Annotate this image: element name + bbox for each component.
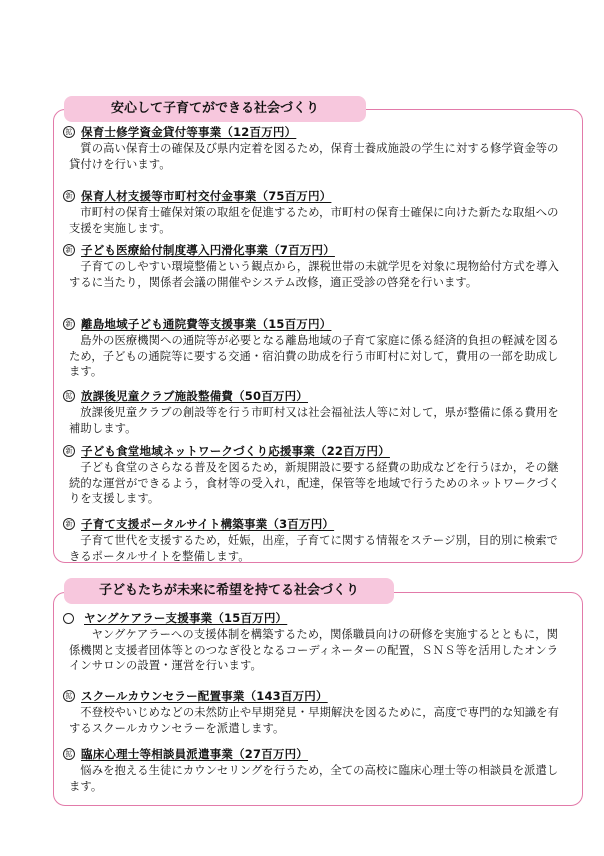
expanded-mark-icon: 拡 xyxy=(63,126,75,138)
new-mark-icon: 新 xyxy=(63,445,75,457)
list-item xyxy=(63,316,573,380)
list-item xyxy=(63,188,573,236)
item-title: 子育て支援ポータルサイト構築事業（3百万円） xyxy=(81,517,335,531)
new-mark-icon: 新 xyxy=(63,318,75,330)
item-description: 質の高い保育士の確保及び県内定着を図るため，保育士養成施設の学生に対する修学資金等の貸付けを行います。 xyxy=(69,142,559,171)
item-title: 放課後児童クラブ施設整備費（50百万円） xyxy=(81,389,309,403)
expanded-mark-icon: 拡 xyxy=(63,748,75,760)
item-description: ヤングケアラーへの支援体制を構築するため，関係職員向けの研修を実施するとともに，関係機関と支援者団体等とのつなぎ役となるコーディネーターの配置，ＳＮＳ等を活用したオンラインサロンの設置・運営を行います。 xyxy=(69,628,559,672)
item-description: 悩みを抱える生徒にカウンセリングを行うため，全ての高校に臨床心理士等の相談員を派遣します。 xyxy=(69,764,559,793)
list-item xyxy=(63,388,573,436)
item-description: 市町村の保育士確保対策の取組を促進するため，市町村の保育士確保に向けた新たな取組への支援を実施します。 xyxy=(69,206,559,235)
new-mark-icon: 新 xyxy=(63,190,75,202)
item-title: 子ども食堂地域ネットワークづくり応援事業（22百万円） xyxy=(81,444,390,458)
section-title-future: 子どもたちが未来に希望を持てる社会づくり xyxy=(64,578,394,604)
item-title: 子ども医療給付制度導入円滑化事業（7百万円） xyxy=(81,243,335,257)
list-item xyxy=(63,124,573,172)
item-description: 島外の医療機関への通院等が必要となる離島地域の子育て家庭に係る経済的負担の軽減を図るため，子どもの通院等に要する交通・宿泊費の助成を行う市町村に対して，費用の一部を助成します。 xyxy=(69,334,559,378)
circle-bullet-icon xyxy=(63,613,74,624)
item-description: 放課後児童クラブの創設等を行う市町村又は社会福祉法人等に対して，県が整備に係る費用を補助します。 xyxy=(69,406,559,435)
item-description: 子育てのしやすい環境整備という観点から，課税世帯の未就学児を対象に現物給付方式を導入するに当たり，関係者会議の開催やシステム改修，適正受診の啓発を行います。 xyxy=(69,260,559,289)
item-title: 臨床心理士等相談員派遣事業（27百万円） xyxy=(81,747,309,761)
expanded-mark-icon: 拡 xyxy=(63,690,75,702)
item-title: 保育士修学資金貸付等事業（12百万円） xyxy=(81,125,297,139)
list-item xyxy=(63,610,573,674)
new-mark-icon: 新 xyxy=(63,518,75,530)
item-title: 離島地域子ども通院費等支援事業（15百万円） xyxy=(81,317,332,331)
list-item xyxy=(63,242,573,290)
item-title: スクールカウンセラー配置事業（143百万円） xyxy=(81,689,328,703)
section-title-childcare: 安心して子育てができる社会づくり xyxy=(64,96,366,122)
list-item xyxy=(63,443,573,507)
list-item xyxy=(63,746,573,794)
new-mark-icon: 新 xyxy=(63,244,75,256)
list-item xyxy=(63,688,573,736)
expanded-mark-icon: 拡 xyxy=(63,390,75,402)
item-description: 子ども食堂のさらなる普及を図るため，新規開設に要する経費の助成などを行うほか，その継続的な運営ができるよう，食材等の受入れ，配達，保管等を地域で行うためのネットワークづくりを支援します。 xyxy=(69,461,560,505)
list-item xyxy=(63,516,573,564)
item-description: 子育て世代を支援するため，妊娠，出産，子育てに関する情報をステージ別，目的別に検索できるポータルサイトを整備します。 xyxy=(69,534,559,563)
item-title: ヤングケアラー支援事業（15百万円） xyxy=(84,611,288,625)
item-title: 保育人材支援等市町村交付金事業（75百万円） xyxy=(81,189,332,203)
item-description: 不登校やいじめなどの未然防止や早期発見・早期解決を図るために，高度で専門的な知識を有するスクールカウンセラーを派遣します。 xyxy=(69,706,559,735)
